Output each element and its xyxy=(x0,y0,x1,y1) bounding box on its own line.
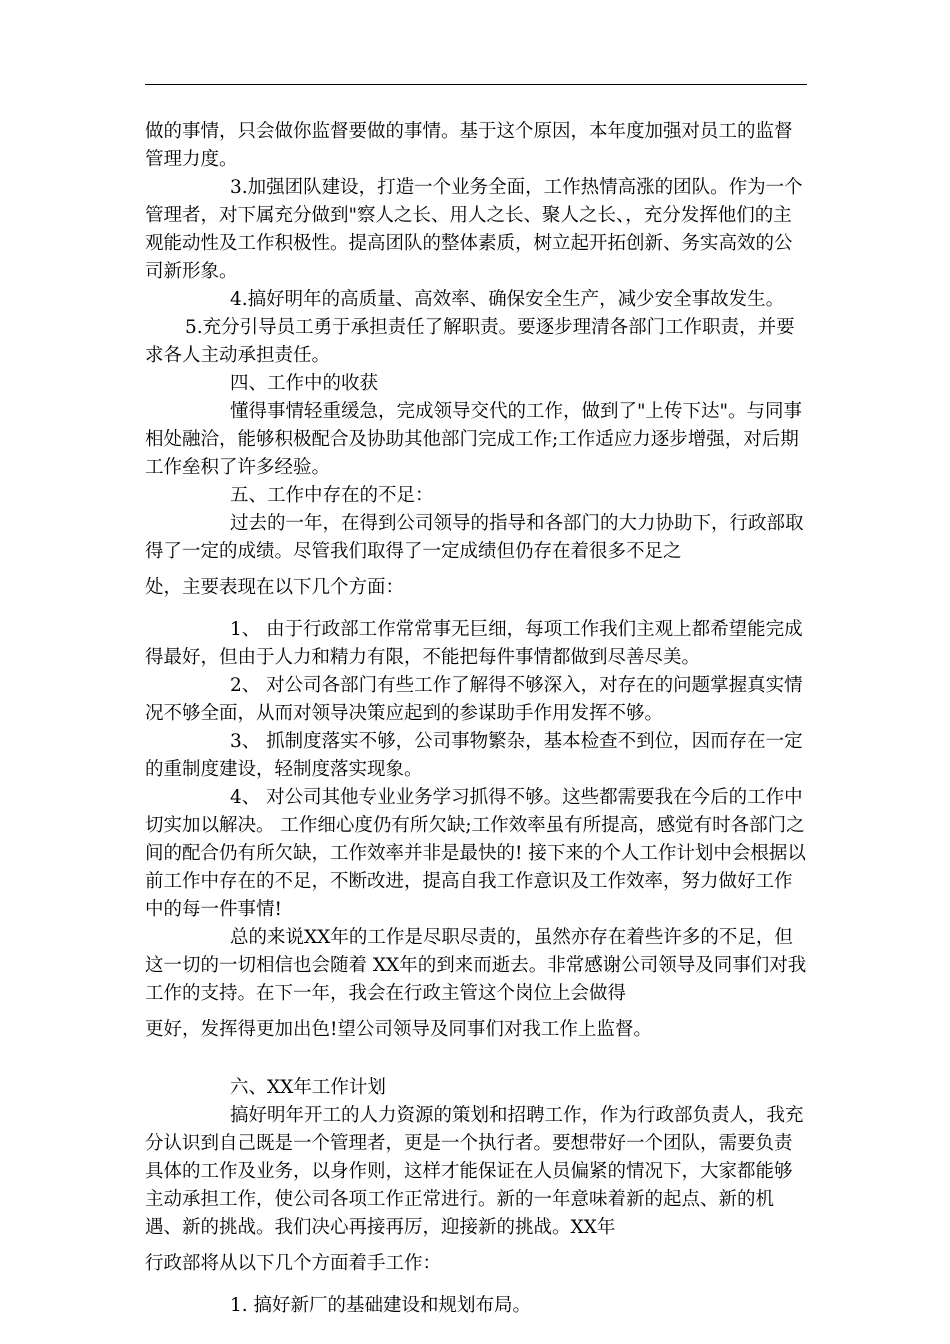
section-heading: 六、XX年工作计划 xyxy=(230,1077,386,1098)
paragraph: 3.加强团队建设，打造一个业务全面，工作热情高涨的团队。作为一个管理者，对下属充分做到"察人之长、用人之长、聚人之长、，充分发挥他们的主观能动性及工作积极性。提高团队的整体素质，树立起开拓创新、务实高效的公司新形象。 xyxy=(145,177,803,282)
list-item: 1. 搞好新厂的基础建设和规划布局。 xyxy=(230,1295,532,1316)
paragraph-continuation: 更好，发挥得更加出色!望公司领导及同事们对我工作上监督。 xyxy=(145,1019,652,1040)
section-heading: 四、工作中的收获 xyxy=(230,373,379,394)
paragraph: 5.充分引导员工勇于承担责任了解职责。要逐步理清各部门工作职责，并要求各人主动承担责任。 xyxy=(145,317,795,366)
section-heading: 五、工作中存在的不足： xyxy=(230,485,434,506)
list-item: 3、 抓制度落实不够，公司事物繁杂，基本检查不到位，因而存在一定的重制度建设，轻制度落实现象。 xyxy=(145,731,803,780)
paragraph: 搞好明年开工的人力资源的策划和招聘工作，作为行政部负责人，我充分认识到自己既是一个管理者，更是一个执行者。要想带好一个团队，需要负责具体的工作及业务，以身作则，这样才能保证在人员偏紧的情况下，大家都能够主动承担工作，使公司各项工作正常进行。新的一年意味着新的起点、新的机遇、新的挑战。我们决心再接再厉，迎接新的挑战。XX年 xyxy=(145,1105,804,1238)
document-body xyxy=(145,118,810,1320)
list-item: 2、 对公司各部门有些工作了解得不够深入，对存在的问题掌握真实情况不够全面，从而对领导决策应起到的参谋助手作用发挥不够。 xyxy=(145,675,803,724)
paragraph: 4.搞好明年的高质量、高效率、确保安全生产，减少安全事故发生。 xyxy=(230,289,785,310)
header-rule xyxy=(145,84,807,85)
list-item: 4、 对公司其他专业业务学习抓得不够。这些都需要我在今后的工作中切实加以解决。 工作细心度仍有所欠缺;工作效率虽有所提高，感觉有时各部门之间的配合仍有所欠缺，工作效率并非是最快的! 接下来的个人工作计划中会根据以前工作中存在的不足，不断改进，提高自我工作意识及工作效率，努力做好工作中的每一件事情! xyxy=(145,787,806,920)
paragraph: 懂得事情轻重缓急，完成领导交代的工作，做到了"上传下达"。与同事相处融洽，能够积极配合及协助其他部门完成工作;工作适应力逐步增强，对后期工作垒积了许多经验。 xyxy=(145,401,803,478)
paragraph: 过去的一年，在得到公司领导的指导和各部门的大力协助下，行政部取得了一定的成绩。尽管我们取得了一定成绩但仍存在着很多不足之 xyxy=(145,513,804,562)
paragraph-continuation: 行政部将从以下几个方面着手工作： xyxy=(145,1253,442,1274)
list-item: 1、 由于行政部工作常常事无巨细，每项工作我们主观上都希望能完成得最好，但由于人力和精力有限，不能把每件事情都做到尽善尽美。 xyxy=(145,619,803,668)
paragraph-continuation: 处，主要表现在以下几个方面： xyxy=(145,577,405,598)
paragraph: 总的来说XX年的工作是尽职尽责的，虽然亦存在着些许多的不足，但这一切的一切相信也会随着 XX年的到来而逝去。非常感谢公司领导及同事们对我工作的支持。在下一年，我会在行政主管这个岗位上会做得 xyxy=(145,927,807,1004)
paragraph: 做的事情，只会做你监督要做的事情。基于这个原因，本年度加强对员工的监督管理力度。 xyxy=(145,121,793,170)
